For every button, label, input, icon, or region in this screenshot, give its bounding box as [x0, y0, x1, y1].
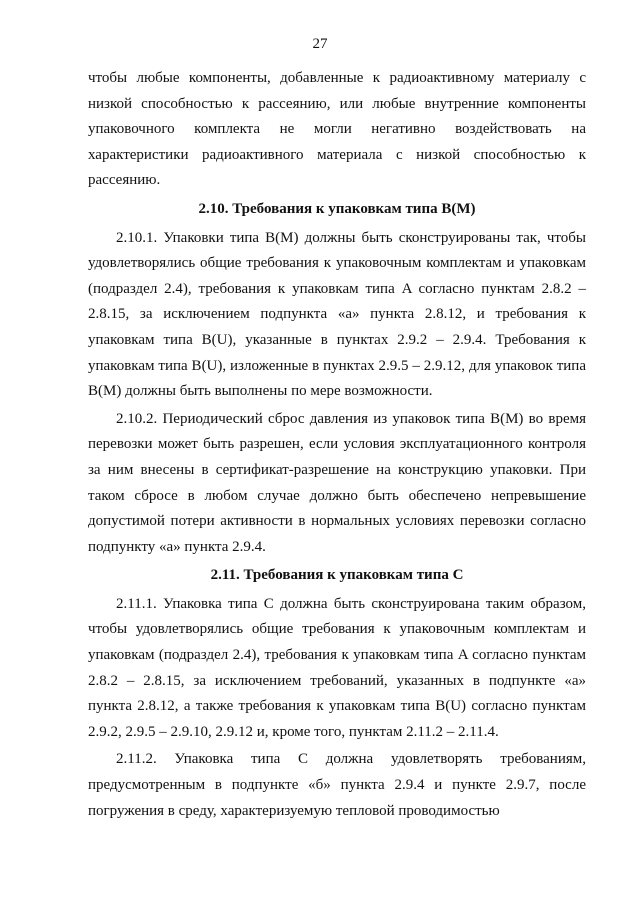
- document-body: [88, 66, 586, 826]
- paragraph-2-10-2: 2.10.2. Периодический сброс давления из упаковок типа B(M) во время перевозки может быть разрешен, если условия эксплуатационного контроля за ним внесены в сертификат-разрешение на конструкцию упаковки. При таком сбросе в любом случае должно быть обеспечено непревышение допустимой потери активности в нормальных условиях перевозки согласно подпункту «а» пункта 2.9.4.: [88, 410, 586, 555]
- paragraph-2-11-1: 2.11.1. Упаковка типа C должна быть сконструирована таким образом, чтобы удовлетворялись общие требования к упаковочным комплектам и упаковкам (подраздел 2.4), требования к упаковкам типа A согласно пунктам 2.8.2 – 2.8.15, за исключением требований, указанных в подпункте «а» пункта 2.8.12, а также требования к упаковкам типа B(U) согласно пунктам 2.9.2, 2.9.5 – 2.9.10, 2.9.12 и, кроме того, пунктам 2.11.2 – 2.11.4.: [88, 595, 586, 740]
- page-number: 27: [312, 36, 328, 52]
- paragraph-intro: чтобы любые компоненты, добавленные к радиоактивному материалу с низкой способностью к рассеянию, или любые внутренние компоненты упаковочного комплекта не могли негативно воздействовать на характеристики радиоактивного материала с низкой способностью к рассеянию.: [88, 70, 586, 189]
- paragraph-2-10-1: 2.10.1. Упаковки типа B(M) должны быть сконструированы так, чтобы удовлетворялись общие требования к упаковочным комплектам и упаковкам (подраздел 2.4), требования к упаковкам типа A согласно пунктам 2.8.2 – 2.8.15, за исключением подпункта «а» пункта 2.8.12, и требования к упаковкам типа B(U), указанные в пунктах 2.9.2 – 2.9.4. Требования к упаковкам типа B(U), изложенные в пунктах 2.9.5 – 2.9.12, для упаковок типа B(M) должны быть выполнены по мере возможности.: [88, 229, 586, 400]
- section-heading-2-10: 2.10. Требования к упаковкам типа B(M): [198, 200, 476, 217]
- paragraph-2-11-2: 2.11.2. Упаковка типа C должна удовлетворять требованиям, предусмотренным в подпункте «б» пункта 2.9.4 и пункте 2.9.7, после погружения в среду, характеризуемую тепловой проводимостью: [88, 751, 586, 819]
- section-heading-2-11: 2.11. Требования к упаковкам типа C: [210, 567, 464, 584]
